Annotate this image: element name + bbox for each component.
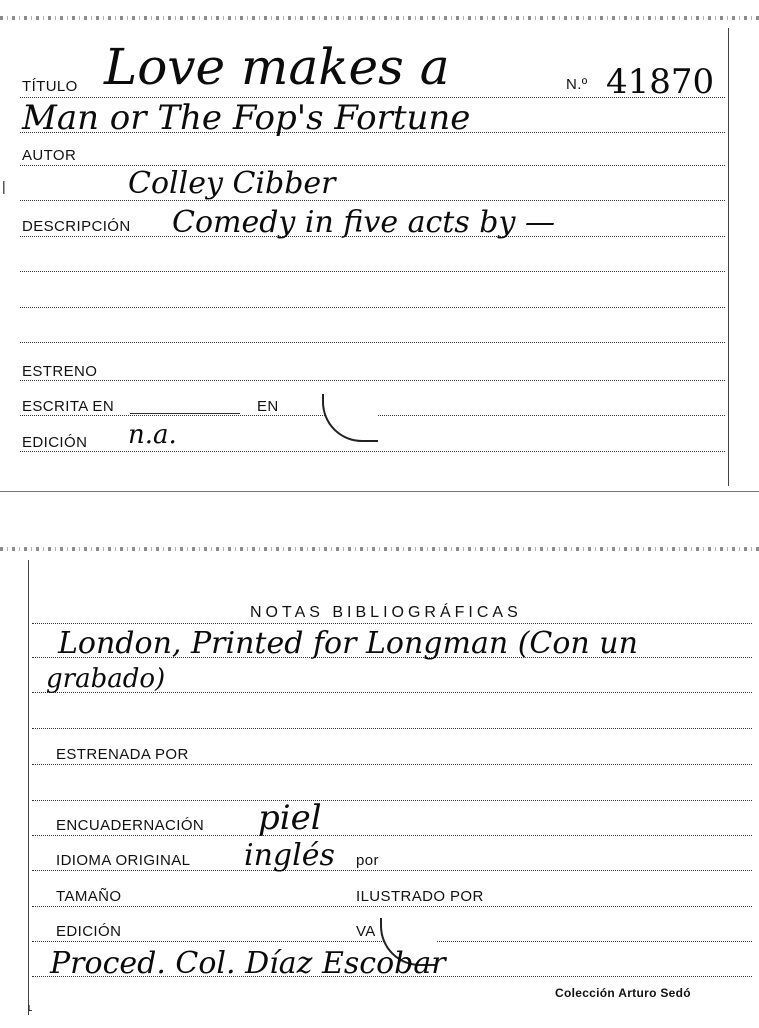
- label-autor: AUTOR: [22, 147, 77, 164]
- handwritten-numero: 41870: [606, 62, 715, 102]
- handwritten-edicion: n.a.: [128, 420, 177, 450]
- card-left-border: [28, 560, 29, 1015]
- card-top-edge: [0, 547, 759, 551]
- rule-line: [20, 307, 725, 308]
- rule-line: [32, 800, 752, 801]
- punch-hole: [322, 394, 378, 442]
- label-titulo: TÍTULO: [22, 78, 78, 95]
- label-va: VA: [356, 923, 376, 940]
- catalog-card-back: [0, 540, 759, 1028]
- rule-line: [20, 200, 725, 201]
- notas-bibliograficas-heading: NOTAS BIBLIOGRÁFICAS: [250, 604, 522, 621]
- handwritten-autor: Colley Cibber: [128, 166, 336, 201]
- label-ilustrado-por: ILUSTRADO POR: [356, 888, 484, 905]
- handwritten-procedencia: Proced. Col. Díaz Escobar: [50, 946, 446, 981]
- label-por: por: [356, 852, 379, 869]
- label-idioma-original: IDIOMA ORIGINAL: [56, 852, 191, 869]
- handwritten-idioma: inglés: [244, 838, 335, 873]
- label-tamano: TAMAÑO: [56, 888, 122, 905]
- escrita-en-blank: [130, 413, 240, 414]
- label-estrenada-por: ESTRENADA POR: [56, 746, 189, 763]
- label-escrita-en: ESCRITA EN: [22, 398, 115, 415]
- handwritten-notas-line1: London, Printed for Longman (Con un: [58, 626, 638, 661]
- handwritten-encuadernacion: piel: [258, 798, 322, 838]
- rule-line: [32, 728, 752, 729]
- card-top-edge: [0, 16, 759, 20]
- collection-credit: Colección Arturo Sedó: [555, 986, 691, 1000]
- label-en: EN: [257, 398, 279, 415]
- rule-line: [20, 165, 725, 166]
- rule-line: [32, 764, 752, 765]
- handwritten-titulo-line2: Man or The Fop's Fortune: [22, 98, 471, 138]
- rule-line: [20, 342, 725, 343]
- label-descripcion: DESCRIPCIÓN: [22, 218, 131, 235]
- rule-line: [20, 451, 725, 452]
- label-edicion: EDICIÓN: [22, 434, 88, 451]
- margin-tick: |: [2, 178, 6, 194]
- rule-line: [20, 271, 725, 272]
- margin-tick: ˪: [28, 998, 33, 1014]
- handwritten-titulo-line1: Love makes a: [104, 38, 450, 96]
- rule-line: [32, 870, 752, 871]
- handwritten-descripcion: Comedy in five acts by —: [172, 205, 555, 240]
- rule-line: [32, 623, 752, 624]
- rule-line: [20, 380, 725, 381]
- label-estreno: ESTRENO: [22, 363, 98, 380]
- card-bottom-border: [0, 491, 759, 492]
- label-numero: N.º: [566, 76, 588, 93]
- card-right-border: [728, 28, 729, 486]
- handwritten-notas-line2: grabado): [46, 664, 166, 694]
- label-encuadernacion: ENCUADERNACIÓN: [56, 817, 205, 834]
- catalog-card-front: [0, 0, 759, 495]
- rule-line: [32, 835, 752, 836]
- rule-line: [32, 906, 752, 907]
- label-edicion: EDICIÓN: [56, 923, 122, 940]
